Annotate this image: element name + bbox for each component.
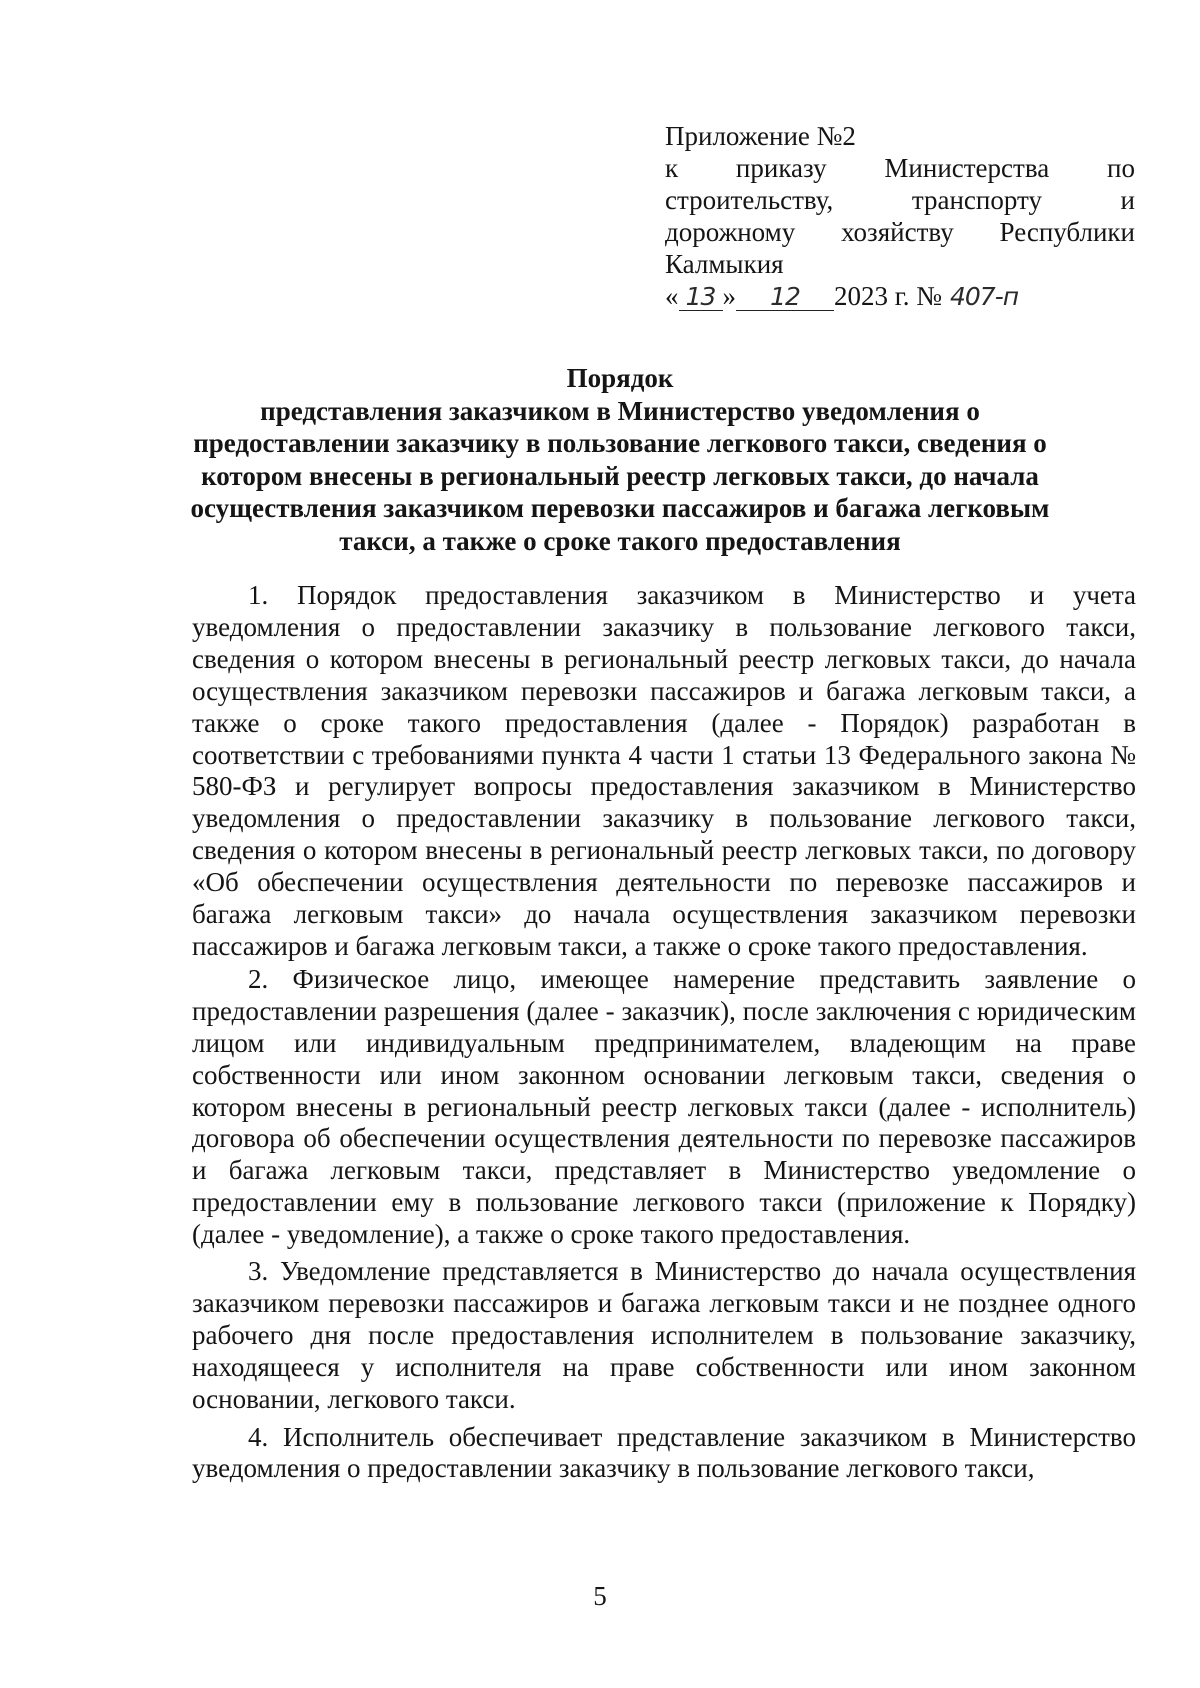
appendix-number: Приложение №2 [665,121,856,151]
appendix-header [665,120,1135,312]
handwritten-order-number: 407-п [950,282,1019,311]
order-year: 2023 г. № [834,281,943,311]
document-body [192,580,1136,1485]
appendix-line-republic: дорожному хозяйству Республики [665,217,1135,247]
paragraph-2: 2. Физическое лицо, имеющее намерение представить заявление о предоставлении разрешения (далее - заказчик), после заключения с юридическим лицом или индивидуальным предпринимателем, владеющим на праве собственности или ином законном основании легковым такси, сведения о котором внесены в региональный реестр легковых такси (далее - исполнитель) договора об обеспечении осуществления деятельности по перевозке пассажиров и багажа легковым такси, представляет в Министерство уведомление о предоставлении ему в пользование легкового такси (приложение к Порядку) (далее - уведомление), а также о сроке такого предоставления. [192,963,1136,1250]
appendix-line-order: к приказу Министерства по [665,153,1135,183]
order-date-line: « 13 » 12 2023 г. № 407-п [665,280,1135,312]
document-title [190,362,1050,557]
page-number: 5 [593,1581,607,1611]
title-heading: Порядок [566,363,674,393]
handwritten-month: 12 [736,284,834,311]
appendix-region: Калмыкия [665,249,784,279]
handwritten-day: 13 [679,284,723,311]
paragraph-1: 1. Порядок предоставления заказчиком в Министерство и учета уведомления о предоставлении заказчику в пользование легкового такси, сведения о котором внесены в региональный реестр легковых такси, до начала осуществления заказчиком перевозки пассажиров и багажа легковым такси, а также о сроке такого предоставления (далее - Порядок) разработан в соответствии с требованиями пункта 4 части 1 статьи 13 Федерального закона № 580-ФЗ и регулирует вопросы предоставления заказчиком в Министерство уведомления о предоставлении заказчику в пользование легкового такси, сведения о котором внесены в региональный реестр легковых такси, по договору «Об обеспечении осуществления деятельности по перевозке пассажиров и багажа легковым такси» до начала осуществления заказчиком перевозки пассажиров и багажа легковым такси, а также о сроке такого предоставления. [192,580,1136,961]
paragraph-3: 3. Уведомление представляется в Министерство до начала осуществления заказчиком перевозки пассажиров и багажа легковым такси и не позднее одного рабочего дня после предоставления исполнителем в пользование заказчику, находящееся у исполнителя на праве собственности или ином законном основании, легкового такси. [192,1256,1136,1414]
paragraph-4: 4. Исполнитель обеспечивает представление заказчиком в Министерство уведомления о предоставлении заказчику в пользование легкового такси, [192,1421,1136,1484]
title-subtitle: представления заказчиком в Министерство уведомления о предоставлении заказчику в пользование легкового такси, сведения о котором внесены в региональный реестр легковых такси, до начала осуществления заказчиком перевозки пассажиров и багажа легковым такси, а также о сроке такого предоставления [190,395,1050,556]
appendix-line-ministry: строительству, транспорту и [665,185,1135,215]
